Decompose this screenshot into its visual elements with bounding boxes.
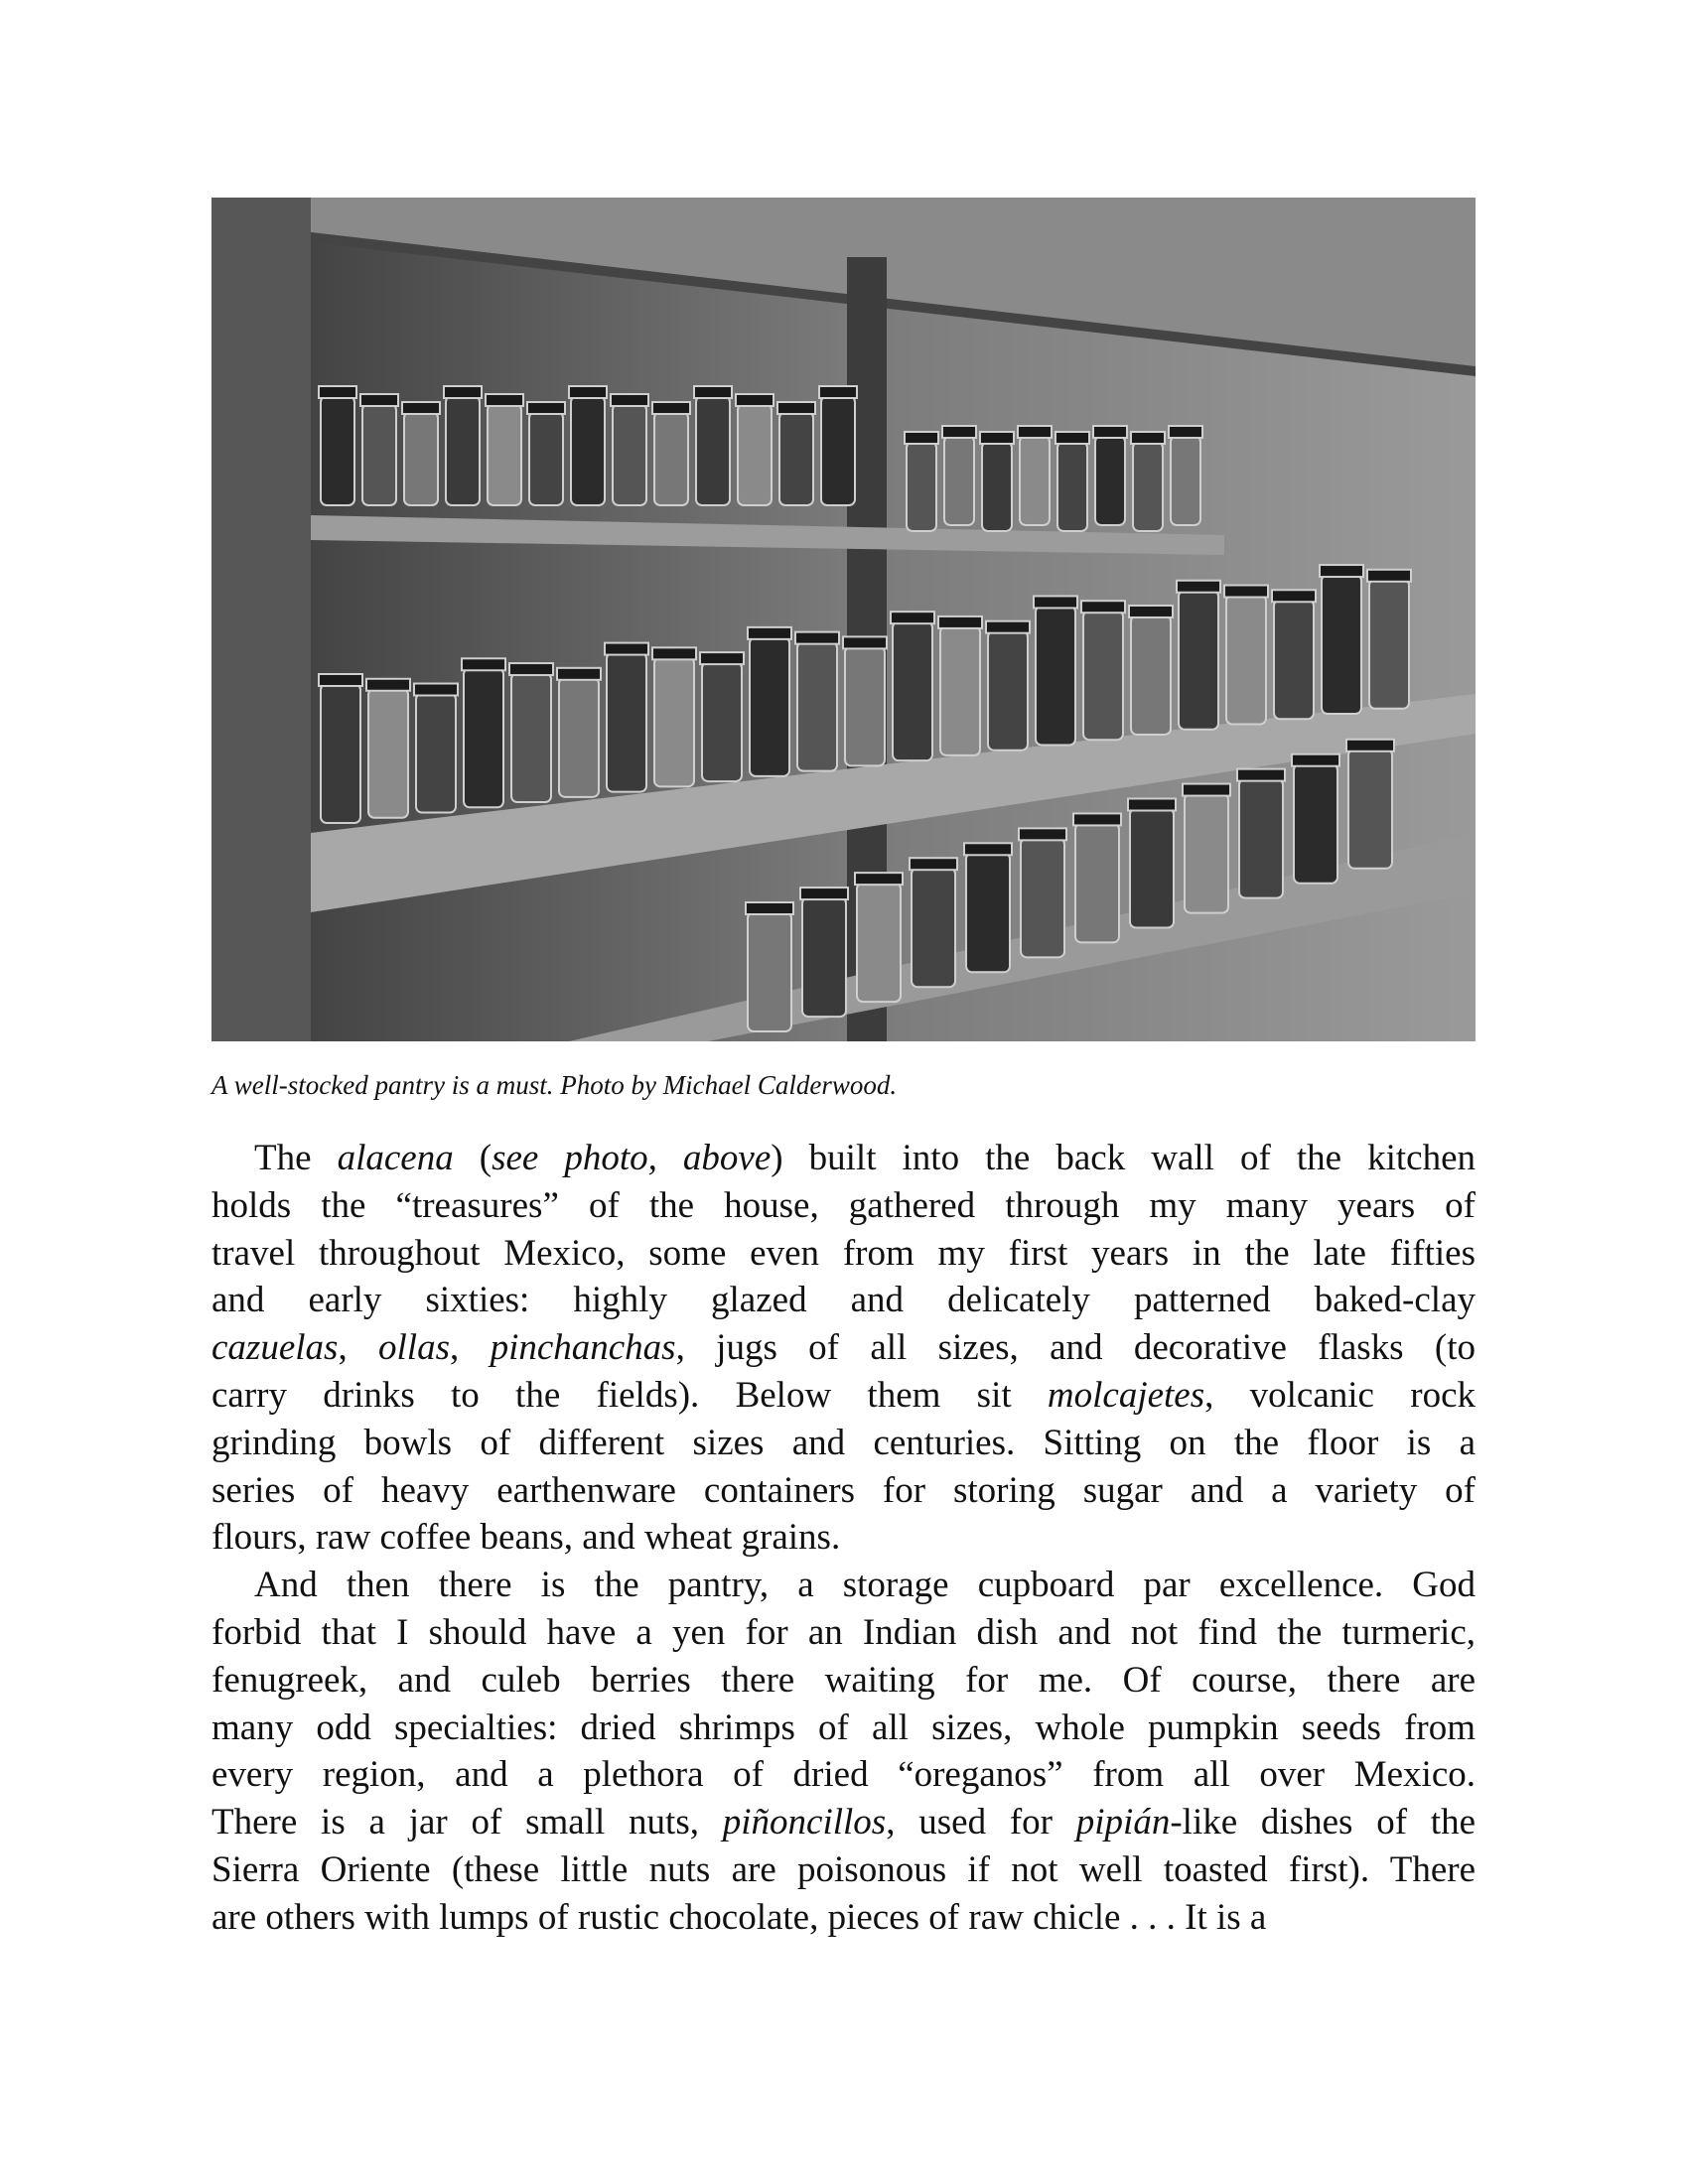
jar-lid-shape [795,632,839,644]
jar-shape [779,412,813,505]
jar-lid-shape [486,394,523,406]
jar-lid-shape [694,386,732,398]
text-segment: , jugs of all sizes, and decorative flasks (to [675,1327,1476,1369]
jar-shape [857,883,901,1002]
text-line [211,1420,1476,1467]
text-segment: -like dishes of the [1170,1802,1476,1843]
jar-shape [607,653,646,792]
text-segment: There is a jar of small nuts, [211,1802,723,1843]
text-segment: travel throughout Mexico, some even from my first years in the late fifties [211,1232,1476,1274]
paragraph [211,1562,1476,1941]
jar-lid-shape [980,432,1014,444]
jar-lid-shape [843,636,887,648]
jar-lid-shape [736,394,774,406]
jar-lid-shape [319,386,356,398]
jar-shape [1075,823,1119,942]
jar-shape [802,897,846,1017]
jar-shape [1369,580,1409,709]
jar-shape [944,436,974,525]
jar-shape [1185,794,1228,913]
text-line [211,1324,1476,1372]
text-line [211,1514,1476,1562]
jar-shape [321,396,354,505]
jar-shape [1274,600,1314,719]
italic-term: cazuelas [211,1327,339,1369]
text-segment: grinding bowls of different sizes and centuries. Sitting on the floor is a [211,1422,1476,1463]
italic-term: pipián [1075,1802,1171,1843]
jar-lid-shape [414,684,458,696]
jar-shape [1348,750,1392,869]
jar-lid-shape [1237,769,1285,781]
jar-shape [1095,436,1125,525]
text-segment: , [338,1327,379,1369]
text-segment: And then there is the pantry, a storage cupboard par excellence. God [254,1565,1476,1606]
pantry-photo [211,198,1476,1041]
jar-lid-shape [910,858,957,870]
jar-shape [1133,442,1163,531]
jar-lid-shape [1169,426,1202,438]
jar-shape [464,668,503,807]
jar-lid-shape [748,627,791,639]
jar-shape [912,868,955,987]
body-text [211,1135,1476,1942]
jar-lid-shape [527,402,565,414]
italic-term: alacena [337,1138,454,1178]
jar-shape [571,396,605,505]
text-line [211,1751,1476,1799]
text-segment: and early sixties: highly glazed and delicately patterned baked-clay [211,1280,1476,1321]
jar-shape [488,404,521,505]
text-segment: Sierra Oriente (these little nuts are poisonous if not well toasted first). There [211,1848,1476,1890]
jar-lid-shape [1073,813,1121,825]
jar-lid-shape [444,386,482,398]
jar-lid-shape [1272,590,1316,602]
jar-lid-shape [360,394,398,406]
text-segment: carry drinks to the fields). Below them sit [211,1374,1048,1416]
jar-shape [982,442,1012,531]
jar-shape [1083,611,1123,740]
text-segment: are others with lumps of rustic chocolate, pieces of raw chicle . . . It is a [211,1896,1267,1938]
jar-lid-shape [1131,432,1165,444]
italic-term: pinchanchas [490,1327,676,1369]
jar-shape [654,657,694,786]
jar-shape [1322,575,1361,714]
jar-shape [613,404,646,505]
jar-lid-shape [462,658,505,670]
jar-lid-shape [700,652,744,664]
jar-lid-shape [1320,565,1363,577]
jar-lid-shape [819,386,857,398]
jar-shape [893,621,932,760]
jar-shape [748,912,791,1031]
jar-lid-shape [1019,828,1066,840]
jar-lid-shape [611,394,648,406]
jar-shape [696,396,730,505]
jar-shape [1294,764,1337,884]
jar-shape [1130,809,1174,928]
jar-shape [1020,436,1050,525]
text-line [211,1609,1476,1657]
jar-lid-shape [1224,586,1268,598]
jar-lid-shape [569,386,607,398]
jar-lid-shape [905,432,938,444]
jar-shape [845,646,885,765]
jar-shape [988,631,1028,751]
text-segment: series of heavy earthenware containers for storing sugar and a variety of [211,1469,1476,1511]
jar-lid-shape [938,616,982,628]
text-segment: ) built into the back wall of the kitchen [771,1138,1476,1178]
italic-term: piñoncillos [722,1802,887,1843]
jar-lid-shape [986,621,1030,633]
jar-shape [1021,838,1064,957]
jar-shape [511,673,551,802]
jar-shape [1226,596,1266,725]
jar-shape [797,642,837,771]
text-segment: many odd specialties: dried shrimps of all sizes, whole pumpkin seeds from [211,1706,1476,1748]
jar-lid-shape [891,612,934,623]
jar-shape [702,662,742,781]
jar-shape [321,684,360,823]
text-line [211,1799,1476,1846]
photo-caption: A well-stocked pantry is a must. Photo by Michael Calderwood. [211,1070,898,1100]
text-line [211,1562,1476,1609]
text-line [211,1657,1476,1705]
jar-lid-shape [1018,426,1052,438]
jar-shape [907,442,936,531]
jar-shape [1057,442,1087,531]
jar-shape [821,396,855,505]
jar-lid-shape [1129,606,1173,617]
jar-shape [446,396,480,505]
jar-shape [368,689,408,818]
text-line [211,1846,1476,1894]
jar-lid-shape [652,647,696,659]
italic-term: see photo, above [492,1138,772,1178]
italic-term: molcajetes [1047,1374,1205,1416]
text-segment: fenugreek, and culeb berries there waiting for me. Of course, there are [211,1659,1476,1701]
text-line [211,1182,1476,1230]
text-line [211,1277,1476,1324]
text-segment: every region, and a plethora of dried “oreganos” from all over Mexico. [211,1754,1476,1796]
jar-lid-shape [1128,799,1176,811]
text-segment: , volcanic rock [1204,1374,1476,1416]
jar-lid-shape [1093,426,1127,438]
jar-lid-shape [964,843,1012,855]
jar-lid-shape [1292,754,1339,766]
text-segment: holds the “treasures” of the house, gathered through my many years of [211,1184,1476,1226]
jar-shape [529,412,563,505]
jar-shape [404,412,438,505]
jar-lid-shape [402,402,440,414]
text-line [211,1467,1476,1515]
jar-lid-shape [557,668,601,680]
jar-lid-shape [1346,740,1394,751]
jar-shape [966,853,1010,972]
jar-lid-shape [1034,596,1077,608]
jar-shape [750,637,789,776]
jar-lid-shape [1055,432,1089,444]
jar-lid-shape [855,873,903,885]
jar-shape [362,404,396,505]
jar-shape [1171,436,1200,525]
jar-lid-shape [605,643,648,655]
jar-shape [1239,779,1283,898]
jar-lid-shape [1367,570,1411,582]
jar-shape [1179,591,1218,730]
jar-shape [559,678,599,797]
text-line [211,1705,1476,1752]
jar-shape [738,404,772,505]
jar-shape [1036,606,1075,745]
text-line [211,1372,1476,1420]
paragraph [211,1135,1476,1562]
jar-shape [416,694,456,813]
text-line [211,1135,1476,1182]
text-line [211,1894,1476,1942]
jar-lid-shape [319,674,362,686]
jar-shape [940,626,980,755]
jar-lid-shape [652,402,690,414]
jar-lid-shape [509,663,553,675]
jar-shape [654,412,688,505]
jar-lid-shape [746,902,793,914]
jar-lid-shape [1081,601,1125,613]
jar-lid-shape [777,402,815,414]
jar-lid-shape [942,426,976,438]
jar-lid-shape [800,887,848,899]
jar-shape [1131,615,1171,735]
text-segment: , [449,1327,491,1369]
jar-lid-shape [1183,784,1230,796]
text-segment: flours, raw coffee beans, and wheat grains. [211,1517,841,1559]
text-segment: The [254,1138,338,1178]
italic-term: ollas [378,1327,450,1369]
text-segment: forbid that I should have a yen for an Indian dish and not find the turmeric, [211,1611,1476,1653]
text-segment: ( [453,1138,492,1178]
jar-lid-shape [366,679,410,691]
jar-lid-shape [1177,581,1220,593]
text-line [211,1230,1476,1278]
pantry-shelves-image [211,198,1476,1041]
text-segment: , used for [886,1802,1076,1843]
